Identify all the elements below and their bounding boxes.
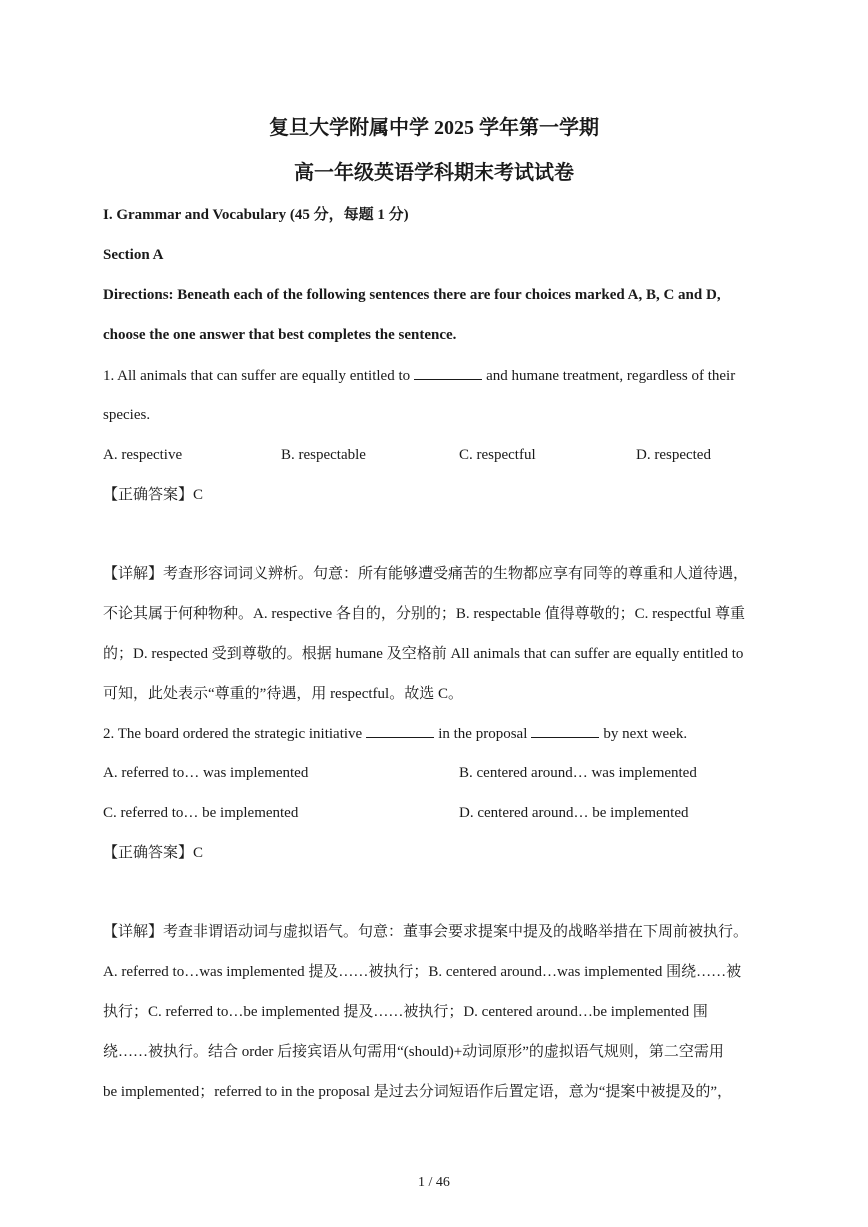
q2-explanation-line-3: 执行；C. referred to…be implemented 提及……被执行；D. centered around…be implemented 围: [103, 1004, 708, 1020]
question-1-stem: [103, 365, 735, 386]
q2-explanation-line-4: 绕……被执行。结合 order 后接宾语从句需用“(should)+动词原形”的虚拟语气规则，第二空需用: [103, 1044, 724, 1060]
q1-explanation-line-4: 可知，此处表示“尊重的”待遇，用 respectful。故选 C。: [103, 686, 463, 702]
question-1-stem-cont: species.: [103, 407, 151, 423]
q1-explanation-line-2: 不论其属于何种物种。A. respective 各自的，分别的；B. respectable 值得尊敬的；C. respectful 尊重: [103, 606, 745, 622]
q2-explanation-line-1: 【详解】考查非谓语动词与虚拟语气。句意：董事会要求提案中提及的战略举措在下周前被执行。: [103, 924, 749, 940]
q1-option-c: C. respectful: [459, 447, 536, 463]
question-2-stem-start: 2. The board ordered the strategic initiative: [103, 726, 363, 742]
q1-option-a: A. respective: [103, 447, 183, 463]
q2-option-c: C. referred to… be implemented: [103, 805, 299, 821]
part-heading: I. Grammar and Vocabulary (45 分，每题 1 分): [103, 207, 409, 223]
q1-answer: 【正确答案】C: [103, 487, 204, 503]
exam-title-subject: 高一年级英语学科期末考试试卷: [294, 162, 574, 184]
page-number: 1 / 46: [418, 1175, 450, 1190]
answer-blank: [414, 365, 482, 380]
q1-option-d: D. respected: [636, 447, 711, 463]
q2-explanation-line-5: be implemented；referred to in the proposal 是过去分词短语作后置定语，意为“提案中被提及的”，: [103, 1084, 733, 1100]
exam-title-school: 复旦大学附属中学 2025 学年第一学期: [269, 117, 599, 139]
answer-blank: [366, 723, 434, 738]
q2-option-d: D. centered around… be implemented: [459, 805, 689, 821]
section-label: Section A: [103, 247, 164, 263]
directions-line-1: Directions: Beneath each of the following sentences there are four choices marked A, B, C and D,: [103, 287, 721, 303]
question-1-stem-end: and humane treatment, regardless of their: [486, 368, 736, 384]
q1-explanation-line-3: 的；D. respected 受到尊敬的。根据 humane 及空格前 All animals that can suffer are equally entitled to: [103, 646, 744, 662]
q2-answer: 【正确答案】C: [103, 845, 204, 861]
directions-line-2: choose the one answer that best completes the sentence.: [103, 327, 457, 343]
answer-blank: [531, 723, 599, 738]
q2-option-b: B. centered around… was implemented: [459, 765, 697, 781]
q1-option-b: B. respectable: [281, 447, 366, 463]
question-2-stem-end: by next week.: [603, 726, 688, 742]
question-2-stem-mid: in the proposal: [438, 726, 528, 742]
q2-option-a: A. referred to… was implemented: [103, 765, 309, 781]
q2-explanation-line-2: A. referred to…was implemented 提及……被执行；B. centered around…was implemented 围绕……被: [103, 964, 742, 980]
question-1-stem-start: 1. All animals that can suffer are equally entitled to: [103, 368, 411, 384]
question-2-stem: [103, 723, 687, 744]
q1-explanation-line-1: 【详解】考查形容词词义辨析。句意：所有能够遭受痛苦的生物都应享有同等的尊重和人道待遇，: [103, 566, 749, 582]
